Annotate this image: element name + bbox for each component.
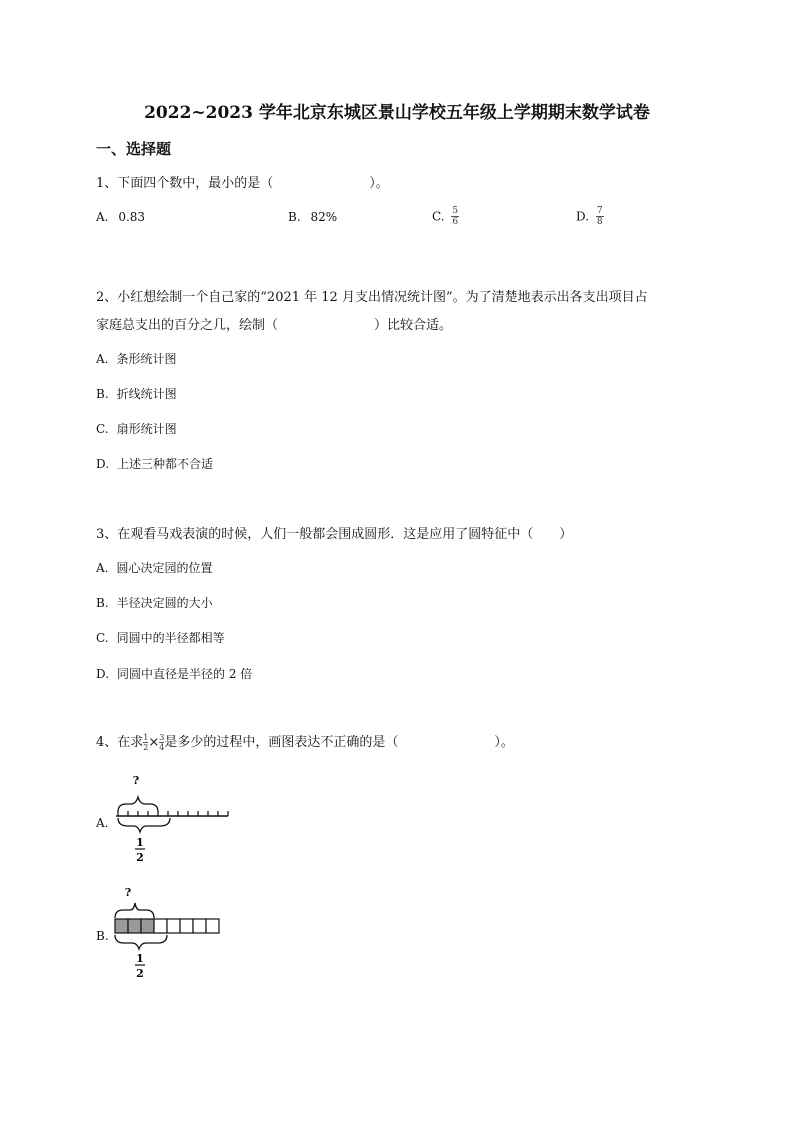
fraction-denominator: 8 xyxy=(596,217,603,227)
option-label: D. xyxy=(96,667,110,681)
question-3-option-b xyxy=(96,594,213,611)
question-2-option-a xyxy=(96,350,177,367)
question-4-stem-mid: 是多少的过程中，画图表达不正确的是（ xyxy=(164,735,399,750)
fraction xyxy=(451,206,459,227)
fraction-denominator: 2 xyxy=(143,743,149,752)
option-label: D. xyxy=(96,457,110,471)
question-1-option-b xyxy=(288,210,337,224)
half-numerator: 1 xyxy=(136,836,144,849)
fraction-numerator: 3 xyxy=(159,733,165,742)
question-4-stem-after: ）。 xyxy=(494,735,514,750)
question-1-option-c xyxy=(432,206,459,227)
fraction xyxy=(596,206,604,227)
question-4-option-b-label: B. xyxy=(96,929,109,943)
question-1-option-d xyxy=(576,206,604,227)
question-2-stem-after: ）比较合适。 xyxy=(374,318,453,333)
bar-cells xyxy=(115,919,219,933)
brace-top xyxy=(115,903,154,918)
times-sign: × xyxy=(148,735,160,750)
half-denominator: 2 xyxy=(136,851,144,864)
option-text: 扇形统计图 xyxy=(116,422,177,436)
question-1-stem-after: ）。 xyxy=(369,176,389,191)
page-title: 2022~2023 学年北京东城区景山学校五年级上学期期末数学试卷 xyxy=(144,103,650,123)
half-denominator: 2 xyxy=(136,967,144,980)
question-1-option-a xyxy=(96,210,145,224)
option-label: A. xyxy=(96,210,109,224)
question-2-option-d xyxy=(96,455,213,472)
option-label: B. xyxy=(96,387,109,401)
fraction-denominator: 4 xyxy=(159,743,165,752)
option-label: C. xyxy=(96,631,109,645)
question-3-stem: 3、在观看马戏表演的时候，人们一般都会围成圆形．这是应用了圆特征中（ ） xyxy=(96,527,573,542)
option-text: 同圆中的半径都相等 xyxy=(116,631,225,645)
fraction-numerator: 7 xyxy=(596,206,603,216)
question-3-option-a xyxy=(96,559,213,576)
option-text: 圆心决定园的位置 xyxy=(116,561,213,575)
option-text: 上述三种都不合适 xyxy=(117,457,214,471)
bar-diagram-b xyxy=(108,882,228,986)
question-3-option-c xyxy=(96,629,225,646)
question-1-stem-before: 1、下面四个数中，最小的是（ xyxy=(96,176,274,191)
question-2-option-b xyxy=(96,385,177,402)
option-label: B. xyxy=(288,210,301,224)
question-2-option-c xyxy=(96,420,177,437)
option-label: C. xyxy=(96,422,109,436)
question-4-option-a-label: A. xyxy=(96,816,109,830)
number-line-diagram-a xyxy=(108,770,238,870)
option-text: 0.83 xyxy=(118,210,146,224)
option-text: 半径决定圆的大小 xyxy=(116,596,213,610)
option-label: C. xyxy=(432,209,445,224)
option-label: D. xyxy=(576,209,590,224)
option-text: 条形统计图 xyxy=(116,352,177,366)
brace-top xyxy=(118,797,158,812)
question-3-option-d xyxy=(96,665,252,682)
brace-bottom xyxy=(115,935,167,949)
option-label: A. xyxy=(96,561,109,575)
option-text: 82% xyxy=(310,210,338,224)
option-text: 同圆中直径是半径的 2 倍 xyxy=(117,667,253,681)
fraction-denominator: 6 xyxy=(452,217,459,227)
option-label: B. xyxy=(96,596,109,610)
question-2-stem-before: 家庭总支出的百分之几，绘制（ xyxy=(96,318,279,333)
question-1-stem xyxy=(96,172,389,191)
option-label: A. xyxy=(96,352,109,366)
option-text: 折线统计图 xyxy=(116,387,177,401)
question-4-stem-before: 4、在求 xyxy=(96,735,144,750)
question-4-stem xyxy=(96,731,514,752)
section-heading: 一、选择题 xyxy=(96,140,172,158)
question-2-line-2 xyxy=(96,314,452,333)
fraction-numerator: 5 xyxy=(452,206,459,216)
question-2-line-1: 2、小红想绘制一个自己家的“2021 年 12 月支出情况统计图”。为了清楚地表示出各支出项目占 xyxy=(96,290,648,305)
question-mark: ? xyxy=(124,886,132,899)
brace-bottom xyxy=(118,818,170,832)
question-mark: ? xyxy=(132,774,140,787)
fraction-numerator: 1 xyxy=(143,733,149,742)
half-numerator: 1 xyxy=(136,952,144,965)
